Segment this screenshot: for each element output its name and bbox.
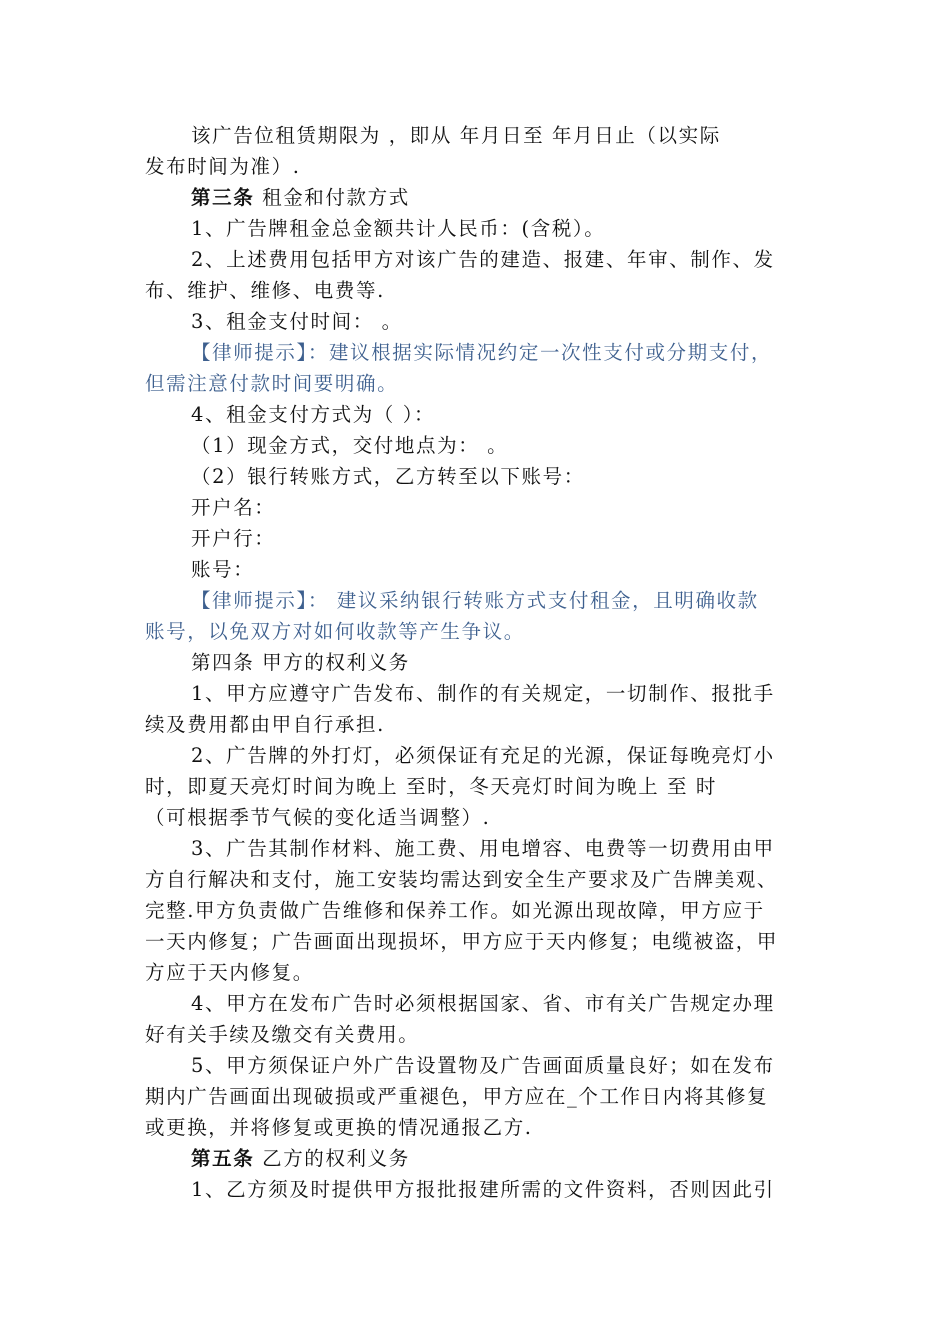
article-4-item-1-line-2: 续及费用都由甲自行承担. — [145, 713, 385, 736]
document-page — [145, 120, 825, 1205]
article-3-item-1: 1、广告牌租金总金额共计人民币：(含税）。 — [191, 217, 606, 240]
article-4-item-4-line-1: 4、甲方在发布广告时必须根据国家、省、市有关广告规定办理 — [191, 992, 775, 1015]
account-bank-field: 开户行： — [191, 527, 276, 550]
article-3-title: 租金和付款方式 — [254, 186, 410, 209]
payment-option-cash: （1）现金方式，交付地点为： 。 — [191, 434, 509, 457]
article-4-item-4-line-2: 好有关手续及缴交有关费用。 — [145, 1023, 420, 1046]
lawyer-tip-1-line-2: 但需注意付款时间要明确。 — [145, 372, 399, 395]
article-4-item-3-line-3: 完整.甲方负责做广告维修和保养工作。如光源出现故障，甲方应于 — [145, 899, 765, 922]
article-4-item-5-line-2: 期内广告画面出现破损或严重褪色，甲方应在_个工作日内将其修复 — [145, 1085, 769, 1108]
article-3-number: 第三条 — [191, 186, 255, 209]
lawyer-tip-2-line-1: 【律师提示】： 建议采纳银行转账方式支付租金，且明确收款 — [191, 589, 759, 612]
article-4-item-5-line-1: 5、甲方须保证户外广告设置物及广告画面质量良好；如在发布 — [191, 1054, 775, 1077]
account-number-field: 账号： — [191, 558, 255, 581]
lease-term-line-2: 发布时间为准）. — [145, 155, 301, 178]
article-3-heading — [145, 182, 825, 213]
account-name-field: 开户名： — [191, 496, 276, 519]
article-3-item-4: 4、租金支付方式为（ ）： — [191, 403, 436, 426]
article-5-heading — [145, 1143, 825, 1174]
article-3-item-2-line-1: 2、上述费用包括甲方对该广告的建造、报建、年审、制作、发 — [191, 248, 775, 271]
lawyer-tip-2-line-2: 账号，以免双方对如何收款等产生争议。 — [145, 620, 525, 643]
article-4-item-2-line-1: 2、广告牌的外打灯，必须保证有充足的光源，保证每晚亮灯小 — [191, 744, 775, 767]
article-4-item-3-line-4: 一天内修复；广告画面出现损坏，甲方应于天内修复；电缆被盗，甲 — [145, 930, 779, 953]
article-4-heading: 第四条 甲方的权利义务 — [191, 651, 410, 674]
lease-term-line-1: 该广告位租赁期限为 ，即从 年月日至 年月日止（以实际 — [191, 124, 721, 147]
article-5-title: 乙方的权利义务 — [254, 1147, 410, 1170]
article-3-item-3: 3、租金支付时间： 。 — [191, 310, 403, 333]
article-5-item-1-line-1: 1、乙方须及时提供甲方报批报建所需的文件资料，否则因此引 — [191, 1178, 775, 1201]
article-4-item-2-line-3: （可根据季节气候的变化适当调整）. — [145, 806, 491, 829]
article-4-item-2-line-2: 时，即夏天亮灯时间为晚上 至时，冬天亮灯时间为晚上 至 时 — [145, 775, 717, 798]
lawyer-tip-1-line-1: 【律师提示】：建议根据实际情况约定一次性支付或分期支付， — [191, 341, 773, 364]
article-3-item-2-line-2: 布、维护、维修、电费等. — [145, 279, 385, 302]
article-4-item-3-line-2: 方自行解决和支付，施工安装均需达到安全生产要求及广告牌美观、 — [145, 868, 779, 891]
article-4-item-3-line-5: 方应于天内修复。 — [145, 961, 314, 984]
article-4-item-3-line-1: 3、广告其制作材料、施工费、用电增容、电费等一切费用由甲 — [191, 837, 775, 860]
article-4-item-1-line-1: 1、甲方应遵守广告发布、制作的有关规定，一切制作、报批手 — [191, 682, 775, 705]
article-5-number: 第五条 — [191, 1147, 255, 1170]
payment-option-bank: （2）银行转账方式，乙方转至以下账号： — [191, 465, 585, 488]
article-4-item-5-line-3: 或更换，并将修复或更换的情况通报乙方. — [145, 1116, 533, 1139]
